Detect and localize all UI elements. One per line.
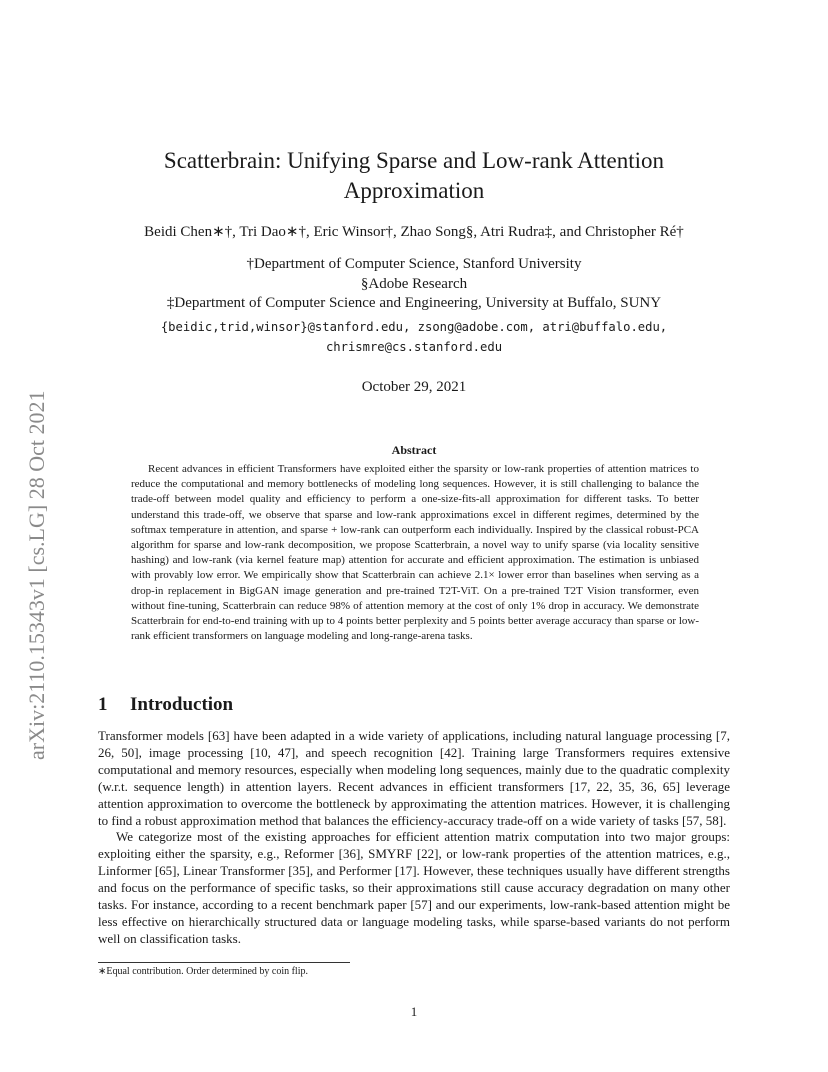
- paragraph: We categorize most of the existing approaches for efficient attention matrix computation into two major groups: exploiting either the sparsity, e.g., Reformer [36], SMYRF [22], or low-rank properties of the attention matrices, e.g., Linformer [65], Linear Transformer [35], and Performer [17]. However, these techniques usually have different strengths and focus on the performance of specific tasks, so their approximations still cause accuracy degradation on many other tasks. For instance, according to a recent benchmark paper [57] and our experiments, low-rank-based attention might be less effective on hierarchically structured data or language modeling tasks, while sparse-based variants do not perform well on classification tasks.: [98, 829, 730, 946]
- arxiv-identifier-text: arXiv:2110.15343v1 [cs.LG] 28 Oct 2021: [24, 390, 49, 760]
- page-number: 1: [410, 1004, 418, 1019]
- title-line-1: Scatterbrain: Unifying Sparse and Low-rank Attention: [163, 148, 665, 173]
- affiliation-adobe: §Adobe Research: [360, 275, 468, 292]
- paragraph: Transformer models [63] have been adapted in a wide variety of applications, including natural language processing [7, 26, 50], image processing [10, 47], and speech recognition [42]. Training large Transformers requires extensive computational and memory resources, especially when modeling long sequences, mainly due to the quadratic complexity (w.r.t. sequence length) in attention layers. Recent advances in efficient transformers [17, 22, 35, 36, 65] leverage attention approximation to overcome the bottleneck by approximating the attention matrices. However, it is challenging to find a robust approximation method that balances the efficiency-accuracy trade-off on a wide variety of tasks [57, 58].: [98, 728, 730, 828]
- section-number: 1: [98, 694, 108, 715]
- affiliation-buffalo: ‡Department of Computer Science and Engineering, University at Buffalo, SUNY: [166, 295, 662, 311]
- email-line-1: {beidic,trid,winsor}@stanford.edu, zsong@adobe.com, atri@buffalo.edu,: [160, 320, 668, 334]
- paper-title: [100, 146, 728, 206]
- section-heading-introduction: [98, 694, 233, 716]
- footnote-divider: [98, 962, 350, 963]
- section-title: Introduction: [130, 694, 234, 715]
- email-line-2: chrismre@cs.stanford.edu: [325, 339, 503, 354]
- publication-date: October 29, 2021: [361, 379, 467, 395]
- affiliations: [80, 255, 748, 314]
- abstract-heading: Abstract: [391, 443, 437, 457]
- footnote-equal-contribution: ∗Equal contribution. Order determined by coin flip.: [98, 966, 308, 977]
- abstract-body: [131, 462, 699, 644]
- affiliation-stanford: †Department of Computer Science, Stanford University: [246, 256, 582, 272]
- title-line-2: Approximation: [343, 178, 485, 203]
- abstract-text: Recent advances in efficient Transformers have exploited either the sparsity or low-rank properties of attention matrices to reduce the computational and memory bottlenecks of modeling long sequences. However, it is still challenging to balance the trade-off between model quality and efficiency to perform a one-size-fits-all approximation for different tasks. To better understand this trade-off, we observe that sparse and low-rank approximations excel in different regimes, determined by the softmax temperature in attention, and sparse + low-rank can outperform each individually. Inspired by the classical robust-PCA algorithm for sparse and low-rank decomposition, we propose Scatterbrain, a novel way to unify sparse (via locality sensitive hashing) and low-rank (via kernel feature map) attention for accurate and efficient approximation. The estimation is unbiased with provably low error. We empirically show that Scatterbrain can achieve 2.1× lower error than baselines when serving as a drop-in replacement in BigGAN image generation and pre-trained T2T-ViT. On a pre-trained T2T Vision transformer, even without fine-tuning, Scatterbrain can reduce 98% of attention memory at the cost of only 1% drop in accuracy. We demonstrate Scatterbrain for end-to-end training with up to 4 points better perplexity and 5 points better average accuracy than sparse or low-rank efficient transformers on language modeling and long-range-arena tasks.: [131, 463, 699, 643]
- introduction-body: [98, 728, 730, 948]
- arxiv-identifier-stamp: [22, 290, 52, 760]
- author-list: Beidi Chen∗†, Tri Dao∗†, Eric Winsor†, Zhao Song§, Atri Rudra‡, and Christopher Ré†: [144, 224, 684, 240]
- author-emails: [80, 318, 748, 357]
